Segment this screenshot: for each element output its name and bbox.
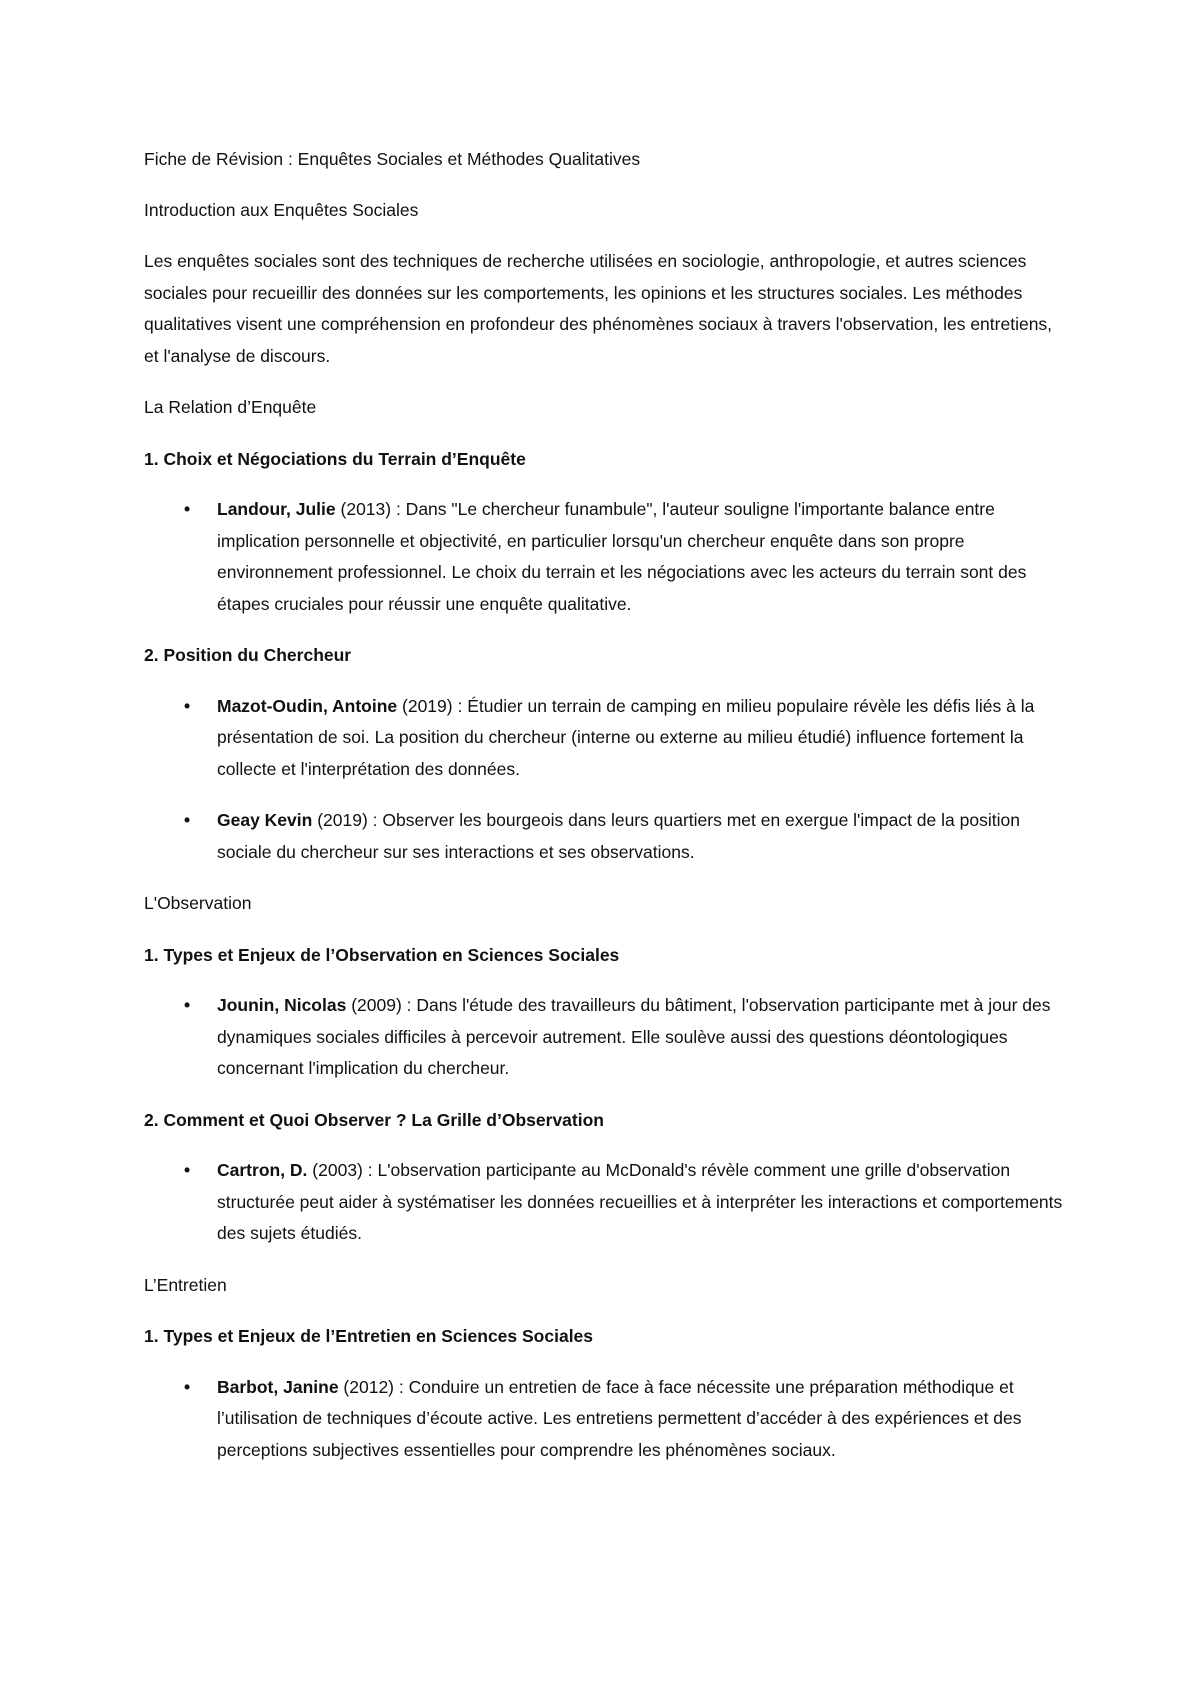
reference-text: (2013) : Dans "Le chercheur funambule", l'auteur souligne l'importante balance entre implication personnelle et objectivité, en particulier lorsqu'un chercheur enquête dans son propre environnement professionnel. Le choix du terrain et les négociations avec les acteurs du terrain sont des étapes cruciales pour réussir une enquête qualitative. [217, 499, 1027, 614]
reference-list [144, 691, 1064, 869]
bullet-icon: • [184, 695, 191, 716]
reference-author: Geay Kevin [217, 810, 313, 830]
reference-item [144, 805, 1064, 868]
reference-list [144, 494, 1064, 620]
section-heading-entretien: L’Entretien [144, 1274, 227, 1295]
reference-item [144, 494, 1064, 620]
subheading-choix-terrain: 1. Choix et Négociations du Terrain d’Enquête [144, 448, 526, 469]
intro-paragraph: Les enquêtes sociales sont des techniques de recherche utilisées en sociologie, anthropologie, et autres sciences sociales pour recueillir des données sur les comportements, les opinions et les structures sociales. Les méthodes qualitatives visent une compréhension en profondeur des phénomènes sociaux à travers l'observation, les entretiens, et l'analyse de discours. [144, 251, 1053, 366]
subheading-grille-observation: 2. Comment et Quoi Observer ? La Grille d’Observation [144, 1109, 604, 1130]
reference-author: Landour, Julie [217, 499, 336, 519]
reference-list [144, 990, 1064, 1085]
reference-author: Jounin, Nicolas [217, 995, 347, 1015]
document-body [144, 144, 1064, 1486]
reference-text: (2009) : Dans l'étude des travailleurs du bâtiment, l'observation participante met à jour des dynamiques sociales difficiles à percevoir autrement. Elle soulève aussi des questions déontologiques concernant l'implication du chercheur. [217, 995, 1051, 1078]
bullet-icon: • [184, 1160, 191, 1180]
reference-item [144, 990, 1064, 1085]
reference-list [144, 1155, 1064, 1250]
reference-text: (2012) : Conduire un entretien de face à face nécessite une préparation méthodique et l’utilisation de techniques d’écoute active. Les entretiens permettent d’accéder à des expériences et des perceptions subjectives essentielles pour comprendre les phénomènes sociaux. [217, 1376, 1022, 1460]
bullet-icon: • [184, 499, 191, 519]
subheading-position-chercheur: 2. Position du Chercheur [144, 645, 352, 665]
subheading-types-entretien: 1. Types et Enjeux de l’Entretien en Sciences Sociales [144, 1326, 594, 1346]
reference-text: (2019) : Observer les bourgeois dans leurs quartiers met en exergue l'impact de la position sociale du chercheur sur ses interactions et ses observations. [217, 810, 1020, 862]
section-heading-observation: L'Observation [144, 893, 252, 913]
section-heading-intro: Introduction aux Enquêtes Sociales [144, 199, 419, 220]
bullet-icon: • [184, 995, 191, 1015]
reference-author: Mazot-Oudin, Antoine [217, 695, 398, 716]
bullet-icon: • [184, 810, 191, 830]
reference-item [144, 691, 1064, 786]
reference-list [144, 1372, 1064, 1467]
bullet-icon: • [184, 1376, 191, 1397]
reference-author: Cartron, D. [217, 1160, 308, 1180]
reference-item [144, 1155, 1064, 1250]
document-title: Fiche de Révision : Enquêtes Sociales et Méthodes Qualitatives [144, 149, 641, 169]
section-heading-relation: La Relation d’Enquête [144, 397, 317, 417]
reference-author: Barbot, Janine [217, 1376, 339, 1397]
reference-item [144, 1372, 1064, 1467]
subheading-types-observation: 1. Types et Enjeux de l’Observation en Sciences Sociales [144, 944, 620, 965]
reference-text: (2019) : Étudier un terrain de camping en milieu populaire révèle les défis liés à la présentation de soi. La position du chercheur (interne ou externe au milieu étudié) influence fortement la collecte et l'interprétation des données. [217, 695, 1035, 779]
reference-text: (2003) : L'observation participante au McDonald's révèle comment une grille d'observation structurée peut aider à systématiser les données recueillies et à interpréter les interactions et comportements des sujets étudiés. [217, 1160, 1063, 1243]
